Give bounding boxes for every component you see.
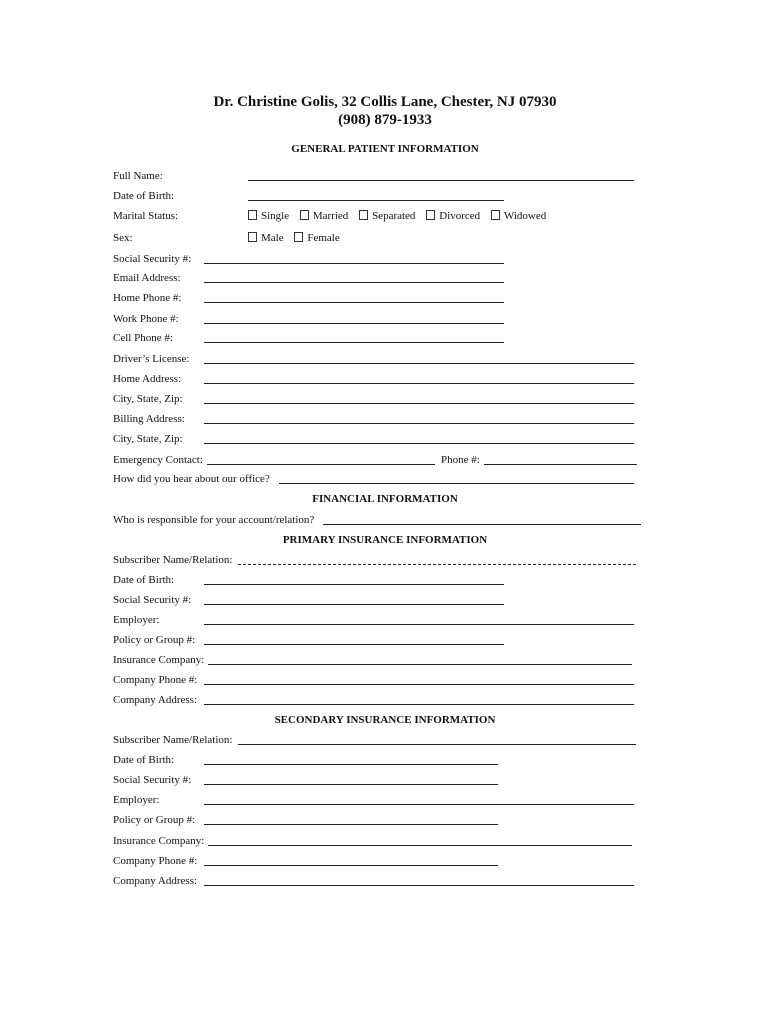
sex-option-female[interactable]: Female bbox=[294, 232, 339, 245]
dob-label: Date of Birth: bbox=[113, 190, 175, 202]
primary-employer-label: Employer: bbox=[113, 614, 160, 626]
marital-option-separated[interactable]: Separated bbox=[359, 210, 415, 223]
checkbox-icon[interactable] bbox=[248, 210, 257, 220]
home-phone-label: Home Phone #: bbox=[113, 292, 182, 304]
ssn-field[interactable] bbox=[204, 263, 504, 264]
billing-address-label: Billing Address: bbox=[113, 413, 185, 425]
ssn-label: Social Security #: bbox=[113, 253, 192, 265]
secondary-subscriber-label: Subscriber Name/Relation: bbox=[113, 734, 233, 746]
primary-ssn-label: Social Security #: bbox=[113, 594, 192, 606]
primary-insurance-company-label: Insurance Company: bbox=[113, 654, 205, 666]
home-address-field[interactable] bbox=[204, 383, 634, 384]
primary-ssn-field[interactable] bbox=[204, 604, 504, 605]
checkbox-icon[interactable] bbox=[426, 210, 435, 220]
home-address-label: Home Address: bbox=[113, 373, 182, 385]
cell-phone-label: Cell Phone #: bbox=[113, 332, 173, 344]
primary-company-address-field[interactable] bbox=[204, 704, 634, 705]
secondary-ssn-field[interactable] bbox=[204, 784, 498, 785]
emergency-phone-field[interactable] bbox=[484, 464, 637, 465]
checkbox-icon[interactable] bbox=[294, 232, 303, 242]
secondary-company-address-field[interactable] bbox=[204, 885, 634, 886]
secondary-policy-label: Policy or Group #: bbox=[113, 814, 196, 826]
marital-option-widowed[interactable]: Widowed bbox=[491, 210, 546, 223]
secondary-company-address-label: Company Address: bbox=[113, 875, 198, 887]
dob-field[interactable] bbox=[248, 200, 504, 201]
marital-status-options bbox=[248, 210, 554, 223]
referral-field[interactable] bbox=[279, 483, 634, 484]
primary-dob-label: Date of Birth: bbox=[113, 574, 175, 586]
checkbox-icon[interactable] bbox=[300, 210, 309, 220]
checkbox-icon[interactable] bbox=[359, 210, 368, 220]
marital-option-single[interactable]: Single bbox=[248, 210, 289, 223]
primary-dob-field[interactable] bbox=[204, 584, 504, 585]
primary-policy-label: Policy or Group #: bbox=[113, 634, 196, 646]
secondary-dob-field[interactable] bbox=[204, 764, 498, 765]
marital-option-divorced[interactable]: Divorced bbox=[426, 210, 480, 223]
emergency-contact-label: Emergency Contact: bbox=[113, 454, 203, 466]
primary-insurance-company-field[interactable] bbox=[208, 664, 632, 665]
checkbox-icon[interactable] bbox=[248, 232, 257, 242]
billing-city-state-zip-label: City, State, Zip: bbox=[113, 433, 183, 445]
email-label: Email Address: bbox=[113, 272, 181, 284]
referral-label: How did you hear about our office? bbox=[113, 473, 270, 485]
practice-name-address: Dr. Christine Golis, 32 Collis Lane, Chester, NJ 07930 bbox=[213, 94, 557, 110]
work-phone-label: Work Phone #: bbox=[113, 313, 179, 325]
full-name-field[interactable] bbox=[248, 180, 634, 181]
email-field[interactable] bbox=[204, 282, 504, 283]
secondary-company-phone-field[interactable] bbox=[204, 865, 498, 866]
responsible-label: Who is responsible for your account/relation? bbox=[113, 514, 315, 526]
marital-option-married[interactable]: Married bbox=[300, 210, 348, 223]
primary-company-address-label: Company Address: bbox=[113, 694, 198, 706]
practice-phone: (908) 879-1933 bbox=[338, 112, 432, 128]
secondary-insurance-company-label: Insurance Company: bbox=[113, 835, 205, 847]
emergency-phone-label: Phone #: bbox=[441, 454, 480, 466]
primary-company-phone-label: Company Phone #: bbox=[113, 674, 198, 686]
full-name-label: Full Name: bbox=[113, 170, 163, 182]
home-phone-field[interactable] bbox=[204, 302, 504, 303]
emergency-contact-field[interactable] bbox=[207, 464, 435, 465]
secondary-employer-field[interactable] bbox=[204, 804, 634, 805]
city-state-zip-field[interactable] bbox=[204, 403, 634, 404]
city-state-zip-label: City, State, Zip: bbox=[113, 393, 183, 405]
secondary-insurance-company-field[interactable] bbox=[208, 845, 632, 846]
sex-options bbox=[248, 232, 348, 245]
responsible-field[interactable] bbox=[323, 524, 641, 525]
cell-phone-field[interactable] bbox=[204, 342, 504, 343]
primary-employer-field[interactable] bbox=[204, 624, 634, 625]
secondary-ssn-label: Social Security #: bbox=[113, 774, 192, 786]
secondary-subscriber-field[interactable] bbox=[238, 744, 636, 745]
primary-subscriber-label: Subscriber Name/Relation: bbox=[113, 554, 233, 566]
secondary-dob-label: Date of Birth: bbox=[113, 754, 175, 766]
drivers-license-label: Driver’s License: bbox=[113, 353, 190, 365]
checkbox-icon[interactable] bbox=[491, 210, 500, 220]
billing-address-field[interactable] bbox=[204, 423, 634, 424]
billing-city-state-zip-field[interactable] bbox=[204, 443, 634, 444]
section-secondary-title: SECONDARY INSURANCE INFORMATION bbox=[274, 714, 496, 726]
section-primary-title: PRIMARY INSURANCE INFORMATION bbox=[282, 534, 488, 546]
sex-label: Sex: bbox=[113, 232, 133, 244]
secondary-policy-field[interactable] bbox=[204, 824, 498, 825]
section-financial-title: FINANCIAL INFORMATION bbox=[312, 493, 458, 505]
primary-subscriber-field[interactable] bbox=[238, 564, 636, 565]
marital-status-label: Marital Status: bbox=[113, 210, 179, 222]
section-general-title: GENERAL PATIENT INFORMATION bbox=[291, 143, 479, 155]
work-phone-field[interactable] bbox=[204, 323, 504, 324]
secondary-company-phone-label: Company Phone #: bbox=[113, 855, 198, 867]
drivers-license-field[interactable] bbox=[204, 363, 634, 364]
primary-company-phone-field[interactable] bbox=[204, 684, 634, 685]
secondary-employer-label: Employer: bbox=[113, 794, 160, 806]
sex-option-male[interactable]: Male bbox=[248, 232, 284, 245]
primary-policy-field[interactable] bbox=[204, 644, 504, 645]
